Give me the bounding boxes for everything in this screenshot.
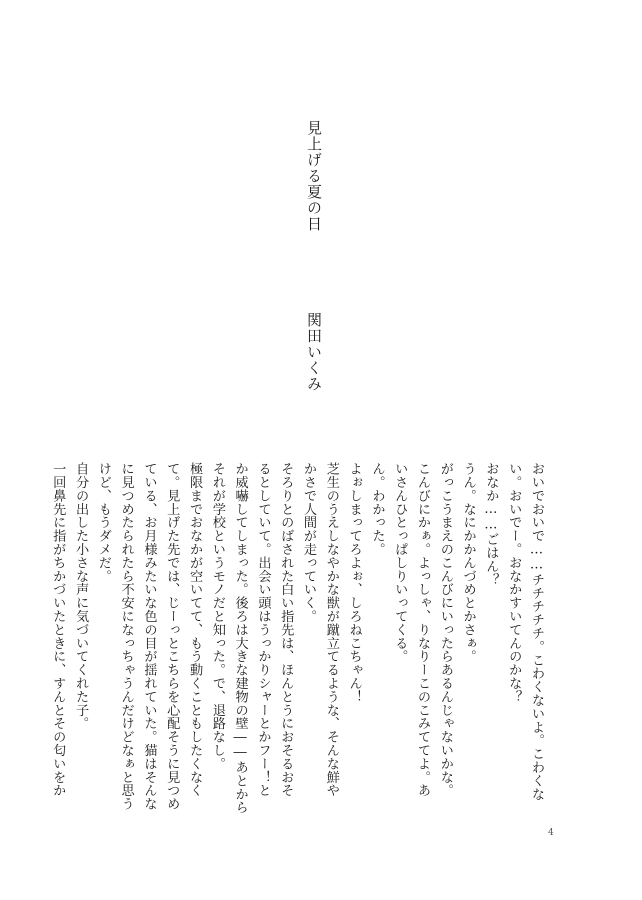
body-line: けど、もうダメだ。 [95, 462, 111, 583]
body-line: いさんひとっぱしりいってくる。 [392, 462, 408, 663]
body-line: 自分の出した小さな声に気づいてくれた子。 [73, 462, 89, 730]
body-line: るとしていて。出会い頭はうっかりシャーとかフー！と [255, 462, 271, 797]
body-line: うん。なにかかんづめとかさぁ。 [460, 462, 476, 663]
page-number: 4 [548, 828, 554, 838]
body-line: かさで人間が走っていく。 [301, 462, 317, 623]
body-line: おいでおいで……チチチチチ。こわくないよ。こわくな [529, 462, 544, 801]
body-line: それが学校というモノだと知った。で、退路なし。 [209, 462, 225, 771]
body-line: 一回鼻先に指がちかづいたときに、すんとその匂いをか [50, 462, 66, 797]
story-body [45, 462, 547, 822]
body-line: がっこうまえのこんびにいったらあるんじゃないかな。 [437, 462, 453, 797]
body-line: 芝生のうえしなやかな獣が蹴立てるような、そんな鮮や [323, 462, 339, 797]
body-line: い。おいでー。おなかすいてんのかな？ [506, 462, 522, 704]
body-line: に見つめたられたら不安になっちゃうんだけどなぁと思う [118, 462, 134, 811]
body-line: こんびにかぁ。よっしゃ、りなりーこのこみててよ。あ [415, 462, 431, 797]
body-line: そろりとのばされた白い指先は、ほんとうにおそるおそ [278, 462, 294, 797]
story-title: 見上げる夏の日 [305, 120, 323, 232]
body-line: 極限までおなかが空いてて、もう動くこともしたくなく [187, 462, 203, 797]
body-line: ている、お月様みたいな色の目が揺れていた。猫はそんな [141, 462, 157, 811]
body-line: か威嚇してしまった。後ろは大きな建物の壁――あとから [232, 462, 248, 814]
body-line: よぉしまってろよぉ、しろねこちゃん！ [346, 462, 362, 704]
author-name: 関田いくみ [305, 312, 323, 392]
body-line: て。見上げた先では、じーっとこちらを心配そうに見つめ [164, 462, 180, 811]
body-line: おなか……ごはん？ [483, 462, 499, 587]
body-line: ん。わかった。 [369, 462, 385, 556]
